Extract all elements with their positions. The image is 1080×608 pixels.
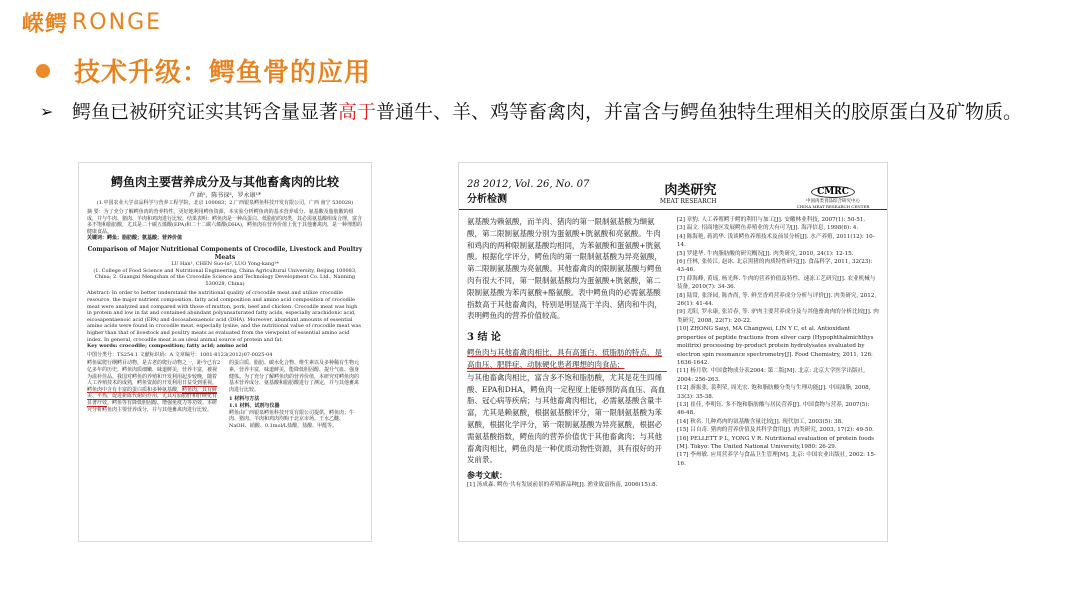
reference-item: [15] 吕自奇. 猪肉的营养价值及其科学食用[J]. 肉类研究, 2003, 17(2): 49-50. (677, 427, 874, 434)
reference-item: [12] 游振张, 裴利荣, 周光宏. 饱和脂肪酸分类与生理功能[J]. 中国油脂, 2008, 33(3): 35-38. (677, 385, 871, 400)
paper-body-left-text: 鳄鱼属爬行纲鳄目动物，是古老的爬行动物之一，距今已有2亿多年的历史。鳄鱼肉质细嫩、味道鲜美，营养丰富，被视为滋补佳品。我国对鳄鱼的养殖和开发利用起步较晚，随着人工养殖技术的成熟，鳄鱼资源的开发利用日益受到重视。鳄鱼肉中含有丰富的蛋白质和多种氨基酸， (87, 360, 221, 393)
conclusion-heading: 3 结 论 (467, 332, 501, 344)
reference-item: [6] 任林, 张传江, 赵冰. 北京黑猪的肉质特性研究[J]. 食品科学, 2011, 32(23): 43-46. (677, 259, 873, 274)
bullet-point (40, 100, 1050, 124)
bullet-text-before: 鳄鱼已被研究证实其钙含量显著 (72, 101, 339, 123)
paper-abstract-en: Abstract: In order to better understand the nutritional quality of crocodile meat and utilize crocodile resource, the major nutrient composition, fatty acid composition and amino acid composition of crocodile meat were analyzed and compared with those of mutton, pork, beef and chicken. Crocodile meat was high in protein and low in fat and contained abundant polyunsaturated fatty acids, especially arachidonic acid, eicosapentaenoic acid (EPA) and docosahexaenoic acid (DHA). Moreover, abundant amounts of essential amino acids were found in crocodile meat, especially lysine, and the nutritional value of crocodile meat was higher than that of livestock and poultry meats as evaluated from the viewpoint of essential amino acid index. In general, crocodile meat is an ideal animal source of protein and fat. (87, 290, 361, 343)
paper-keywords-en: Key words: crocodile; composition; fatty acid; amino acid (87, 343, 248, 350)
paper-title-en: Comparison of Major Nutritional Components of Crocodile, Livestock and Poultry Meats (87, 246, 363, 261)
paper-section-1-1: 1.1 材料、试剂与仪器 (229, 402, 280, 409)
logo-chinese: 嵘鳄 (22, 12, 69, 37)
slide-title: 技术升级：鳄鱼骨的应用 (74, 58, 372, 88)
journal-section: 分析检测 (467, 194, 507, 205)
reference-item: [10] ZHONG Saiyi, MA Changwei, LIN Y C, et al. Antioxidant properties of peptide fractions from silver carp (Hypophthalmichthys molitrix) processing by-product protein hydrolysates evaluated by electron spin resonance spectrometry[J]. Food Chemistry, 2011, 126: 1636-1642. (677, 326, 874, 366)
journal-header-left (467, 179, 589, 205)
conclusion-paragraph: 与其他畜禽肉相比，富含多不饱和脂肪酸，尤其是花生四烯酸、EPA和DHA，鳄鱼肉一定程度上能够预防高血压、高血脂、冠心病等疾病；与其他畜禽肉相比，必需氨基酸含量丰富，尤其是赖氨酸，根据氨基酸评分，第一限制氨基酸为苯氨酸，根据化学评分，第一限制氨基酸为异亮氨酸，根据必需氨基酸指数，鳄鱼肉的营养价值优于其他畜禽肉；与其他畜禽肉相比，鳄鱼肉是一种优质动物性资源，具有很好的开发前景。 (467, 372, 666, 465)
reference-item: [7] 薛海峰, 黄瑶, 杨光辉. 牛肉的营养价值及特性、速冻工艺研究[J]. 农业机械与装备, 2010(7): 34-36. (677, 275, 876, 291)
paper-section-1: 1 材料与方法 (229, 396, 260, 403)
paper-body-left-text2: 。鳄鱼等有降低胆固醇、增强免疫力等功效。本研究分析鳄鱼肉主要营养成分，并与其他畜禽肉进行比较。 (87, 399, 218, 413)
paper-body-col-left (87, 360, 221, 429)
bullet-text-highlight: 高于 (338, 101, 377, 123)
bullet-dot-icon (36, 64, 50, 78)
arrow-bullet-icon: ➢ (40, 102, 54, 121)
reference-item: [13] 崔佳, 李明钰. 多不饱和脂肪酸与居民营养[J]. 中国食物与营养, 2007(5): 46-48. (677, 401, 870, 417)
bullet-text-after: 普通牛、羊、鸡等畜禽肉，并富含与鳄鱼独特生理相关的胶原蛋白及矿物质。 (376, 101, 1023, 123)
paper-authors-en: LU Han¹, CHEN Suo-lu², LUO Yong-kang¹* (171, 261, 279, 268)
paper-page-right (458, 162, 888, 542)
reference-item: [5] 罗建华. 牛肉脂肪酸的研究概况[J]. 肉类研究, 2010, 24(1): 12-15. (677, 250, 854, 257)
paper-page-left (78, 162, 372, 542)
paper-body-columns (87, 360, 363, 429)
paper-authors-cn: 卢 涵¹，陈书禄²，罗永康¹* (188, 192, 262, 199)
journal-header (459, 163, 887, 210)
company-logo (22, 7, 162, 38)
reference-1: [1] 汤成森. 鳄鱼·共有发展前景的养殖新品种[J]. 渔业致富指南, 2006(15):8. (467, 482, 658, 489)
journal-header-center (660, 179, 717, 205)
reference-item: [16] PELLETT P L, YONG V R. Nutritional evaluation of protein foods [M]. Tokyo: The United National University,1980: 26-29. (677, 435, 875, 450)
reference-item: [4] 陈海艳, 蒋鸿华. 浅谈鳄鱼养殖技术及前景分析[J]. 水产养殖, 2011(12): 10-14. (677, 233, 875, 249)
paper-affiliation-en: (1. College of Food Science and Nutritional Engineering, China Agricultural University, Beijing 100083, China; 2. Guangxi Mengshan of the Crocodile Science and Technology Development Co. Ltd., Nanning 530028, China) (93, 267, 357, 287)
paper-affiliation-cn: (1.中国农业大学食品科学与营养工程学院，北京 100083；2.广西银泉鳄鱼科技开发有限公司，广西 南宁 530028) (96, 199, 354, 206)
paper-class-info: 中图分类号：TS254.1 文献标识码：A 文章编号：1001-8123(2012)07-0025-04 (87, 351, 273, 358)
paper-title: 鳄鱼肉主要营养成分及与其他畜禽肉的比较 (110, 175, 339, 189)
org-name-en: CHINA MEAT RESEARCH CENTER (796, 204, 870, 209)
journal-header-right (787, 179, 879, 209)
logo-english: RONGE (72, 10, 163, 35)
org-name: 中国肉类食品综合研究中心 (805, 199, 860, 204)
journal-title: 肉类研究 (664, 183, 717, 198)
reference-item: [14] 秋名. 儿种鸡肉的氨基酸含量比较[J]. 现代加工, 2003(5): 38. (677, 418, 843, 425)
journal-issue: 28 2012, Vol. 26, No. 07 (467, 179, 590, 190)
paper-materials: 鳄鱼由广西银泉鳄鱼科技开发有限公司提供，鳄鱼肉；牛肉、猪肉、羊肉和鸡肉均购于北京市场。王水乙醚、NaOH、硝酸、0.1mol/L盐酸，盐酸、甲醛等。 (229, 409, 355, 429)
references-heading: 参考文献： (467, 470, 507, 481)
slide-title-row (36, 52, 371, 89)
reference-item: [8] 陆常, 张泽园, 陈杏尚, 等. 鲜烹香鸡营养成分分析与评价[J]. 肉类研究, 2012, 26(1): 41-44. (677, 292, 877, 308)
conclusion-underlined-text: 鳄鱼肉与其他畜禽肉相比，具有高蛋白、低脂肪的特点，是高血压、肥胖症、动脉硬化患者理想的肉食品； (467, 348, 662, 369)
conclusion-underlined (467, 347, 667, 372)
paper-body-left-underlined: 鳄鱼肉，具有鲜美、平热，促进新陈代谢的作用，尤其对脂肪肝和肝硬化有显著疗效 (87, 386, 218, 406)
paper-two-columns (459, 210, 887, 496)
bullet-text (72, 100, 1050, 124)
paper-column-left (467, 216, 667, 490)
paper-keywords-cn: 关键词：鳄鱼；脂肪酸；氨基酸；营养价值 (87, 235, 183, 242)
reference-item: [11] 杨月欣. 中国食物成分表2004: 第二版[M]. 北京: 北京大学医学出版社, 2004: 256-263. (677, 368, 866, 383)
reference-item: [3] 温文. 招商地区发展鳄鱼养殖业的大有可为[J]. 海洋信息, 1998(6): 4. (677, 225, 859, 232)
cmrc-logo: CMRC (811, 186, 855, 198)
paper-body-left (87, 360, 221, 413)
paper-body-right: 的蛋白质、脂肪、碳水化合物、维生素以及多种稀有生物元素，营养丰富，味道鲜美，能降低胆固醇、提升气血、强身健体。为了充分了解鳄鱼肉的营养价值，本研究对鳄鱼肉的基本营养成分、氨基酸和脂肪酸进行了测定，并与其他畜禽肉进行比较。 (229, 360, 360, 393)
reference-item: [17] 李州敏. 应用营养学与食品卫生管理[M]. 北京: 中国农业出版社, 2002: 15-16. (677, 452, 876, 467)
journal-title-en: MEAT RESEARCH (659, 198, 717, 205)
reference-item: [2] 章豹. 人工养殖鳄于鳄的利用与加工[J]. 安徽林业科技, 2007(1): 50-51. (677, 217, 866, 223)
reference-item: [9] 尤阳, 罗永康, 张岩春, 等. 驴肉主要营养成分及与其他畜禽肉的分析比较[J]. 肉类研究, 2008, 22(7): 20-22. (677, 309, 879, 324)
paper-abstract-cn: 摘 要：为了充分了解鳄鱼肉的营养特性，更好地利用鳄鱼资源，本实验分析鳄鱼肉的基本营养成分、氨基酸及脂肪酸的组成，并与牛肉、猪肉、羊肉和鸡肉进行比较。结果表明：鳄鱼肉是一种高蛋白、低脂肪的肉类，其必需氨基酸组成合理，富含多不饱和脂肪酸，尤其是二十碳五烯酸(EPA)和二十二碳六烯酸(DHA)，鳄鱼肉在营养价值上优于其他畜禽肉，是一种理想的健康食品。 (87, 209, 363, 235)
references-list (677, 216, 879, 490)
results-paragraph: 氨基酸为赖氨酸，而羊肉、猪肉的第一限制氨基酸为缬氨酸，第二限制氨基酸分别为蛋氨酸+胱氨酸和亮氨酸。牛肉和鸡肉的两种限制氨基酸均相同，为苯氨酸和蛋氨酸+胱氨酸。根据化学评分，鳄鱼肉的第一限制氨基酸为异亮氨酸，第二限制氨基酸为亮氨酸。其他畜禽肉的限制氨基酸与鳄鱼肉有很大不同，第一限制氨基酸均为蛋氨酸+胱氨酸，第二限制氨基酸为苯丙氨酸+酪氨酸。表中鳄鱼肉的必需氨基酸指数高于其他畜禽肉，特别是明显高于羊肉、猪肉和牛肉，表明鳄鱼肉的营养价值较高。 (467, 217, 662, 321)
paper-body-col-right (229, 360, 363, 429)
